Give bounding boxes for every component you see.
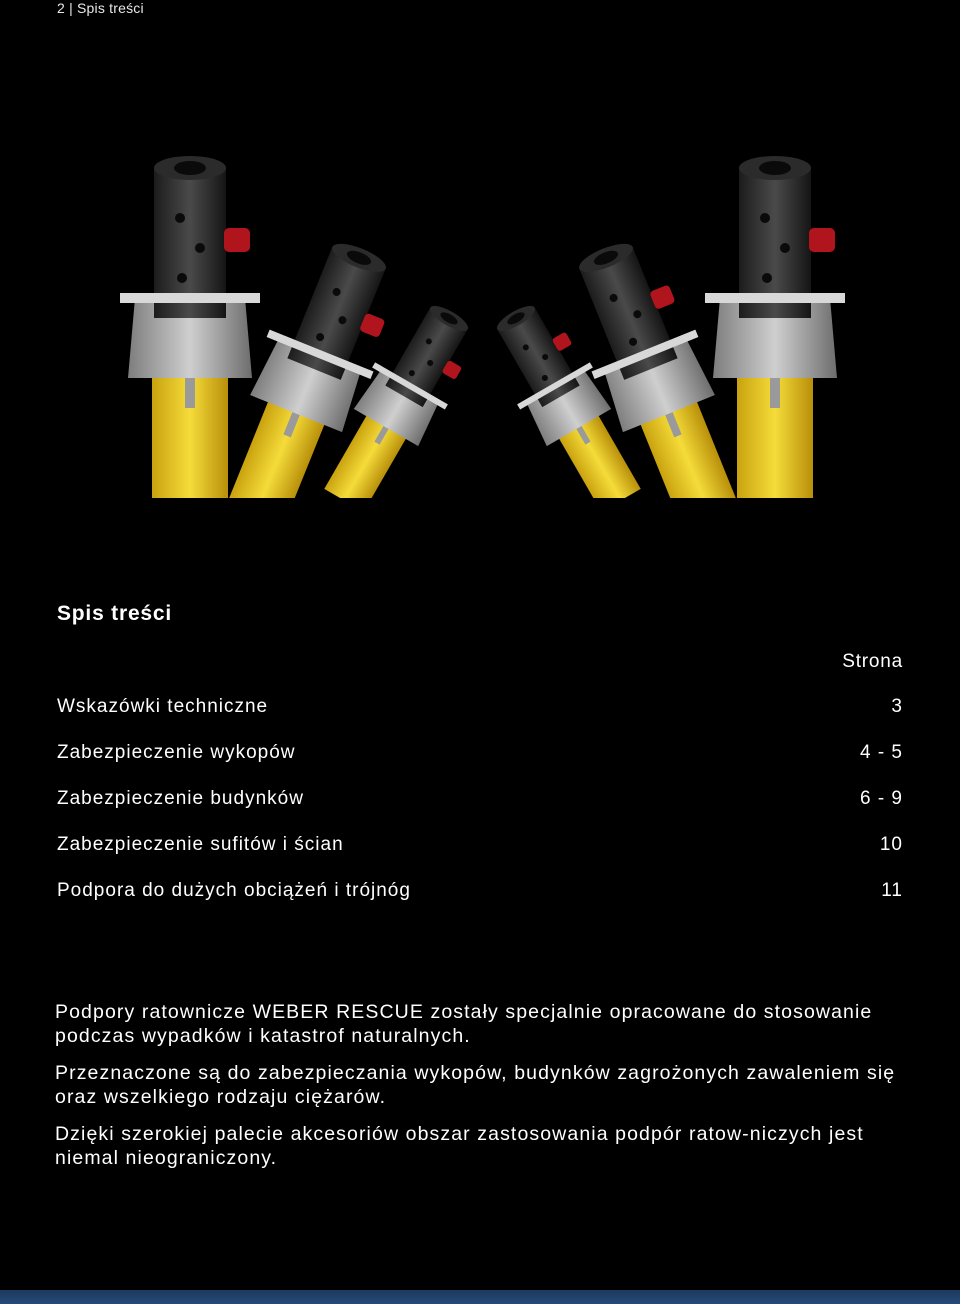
toc-entry-label: Wskazówki techniczne	[57, 696, 269, 717]
toc-entry-page: 11	[881, 880, 903, 901]
toc-entry-page: 3	[891, 696, 903, 717]
toc-entry-label: Zabezpieczenie sufitów i ścian	[57, 834, 344, 855]
toc-title: Spis treści	[57, 602, 173, 625]
description-paragraph: Przeznaczone są do zabezpieczania wykopów, budynków zagrożonych zawaleniem się oraz wszelkiego rodzaju ciężarów.	[55, 1062, 896, 1108]
toc-entry-page: 10	[879, 834, 903, 855]
toc-entry-label: Zabezpieczenie wykopów	[57, 742, 296, 763]
toc-entry[interactable]	[57, 880, 903, 926]
footer-bar	[0, 1290, 960, 1304]
toc-entry[interactable]	[57, 742, 903, 788]
toc-entry-label: Zabezpieczenie budynków	[57, 788, 304, 809]
toc-entry-page: 6 - 9	[859, 788, 903, 809]
description	[55, 1000, 905, 1183]
description-paragraph: Dzięki szerokiej palecie akcesoriów obszar zastosowania podpór ratow-niczych jest niemal nieograniczony.	[55, 1123, 864, 1169]
rescue-struts-photo	[95, 148, 870, 498]
toc-page-header: Strona	[842, 651, 903, 672]
toc-list	[57, 696, 903, 926]
page-header: 2 | Spis treści	[57, 0, 144, 16]
toc-entry[interactable]	[57, 696, 903, 742]
description-paragraph: Podpory ratownicze WEBER RESCUE zostały specjalnie opracowane do stosowanie podczas wypadków i katastrof naturalnych.	[55, 1001, 873, 1047]
toc-entry[interactable]	[57, 834, 903, 880]
toc-entry[interactable]	[57, 788, 903, 834]
toc-entry-label: Podpora do dużych obciążeń i trójnóg	[57, 880, 411, 901]
toc-entry-page: 4 - 5	[859, 742, 903, 763]
